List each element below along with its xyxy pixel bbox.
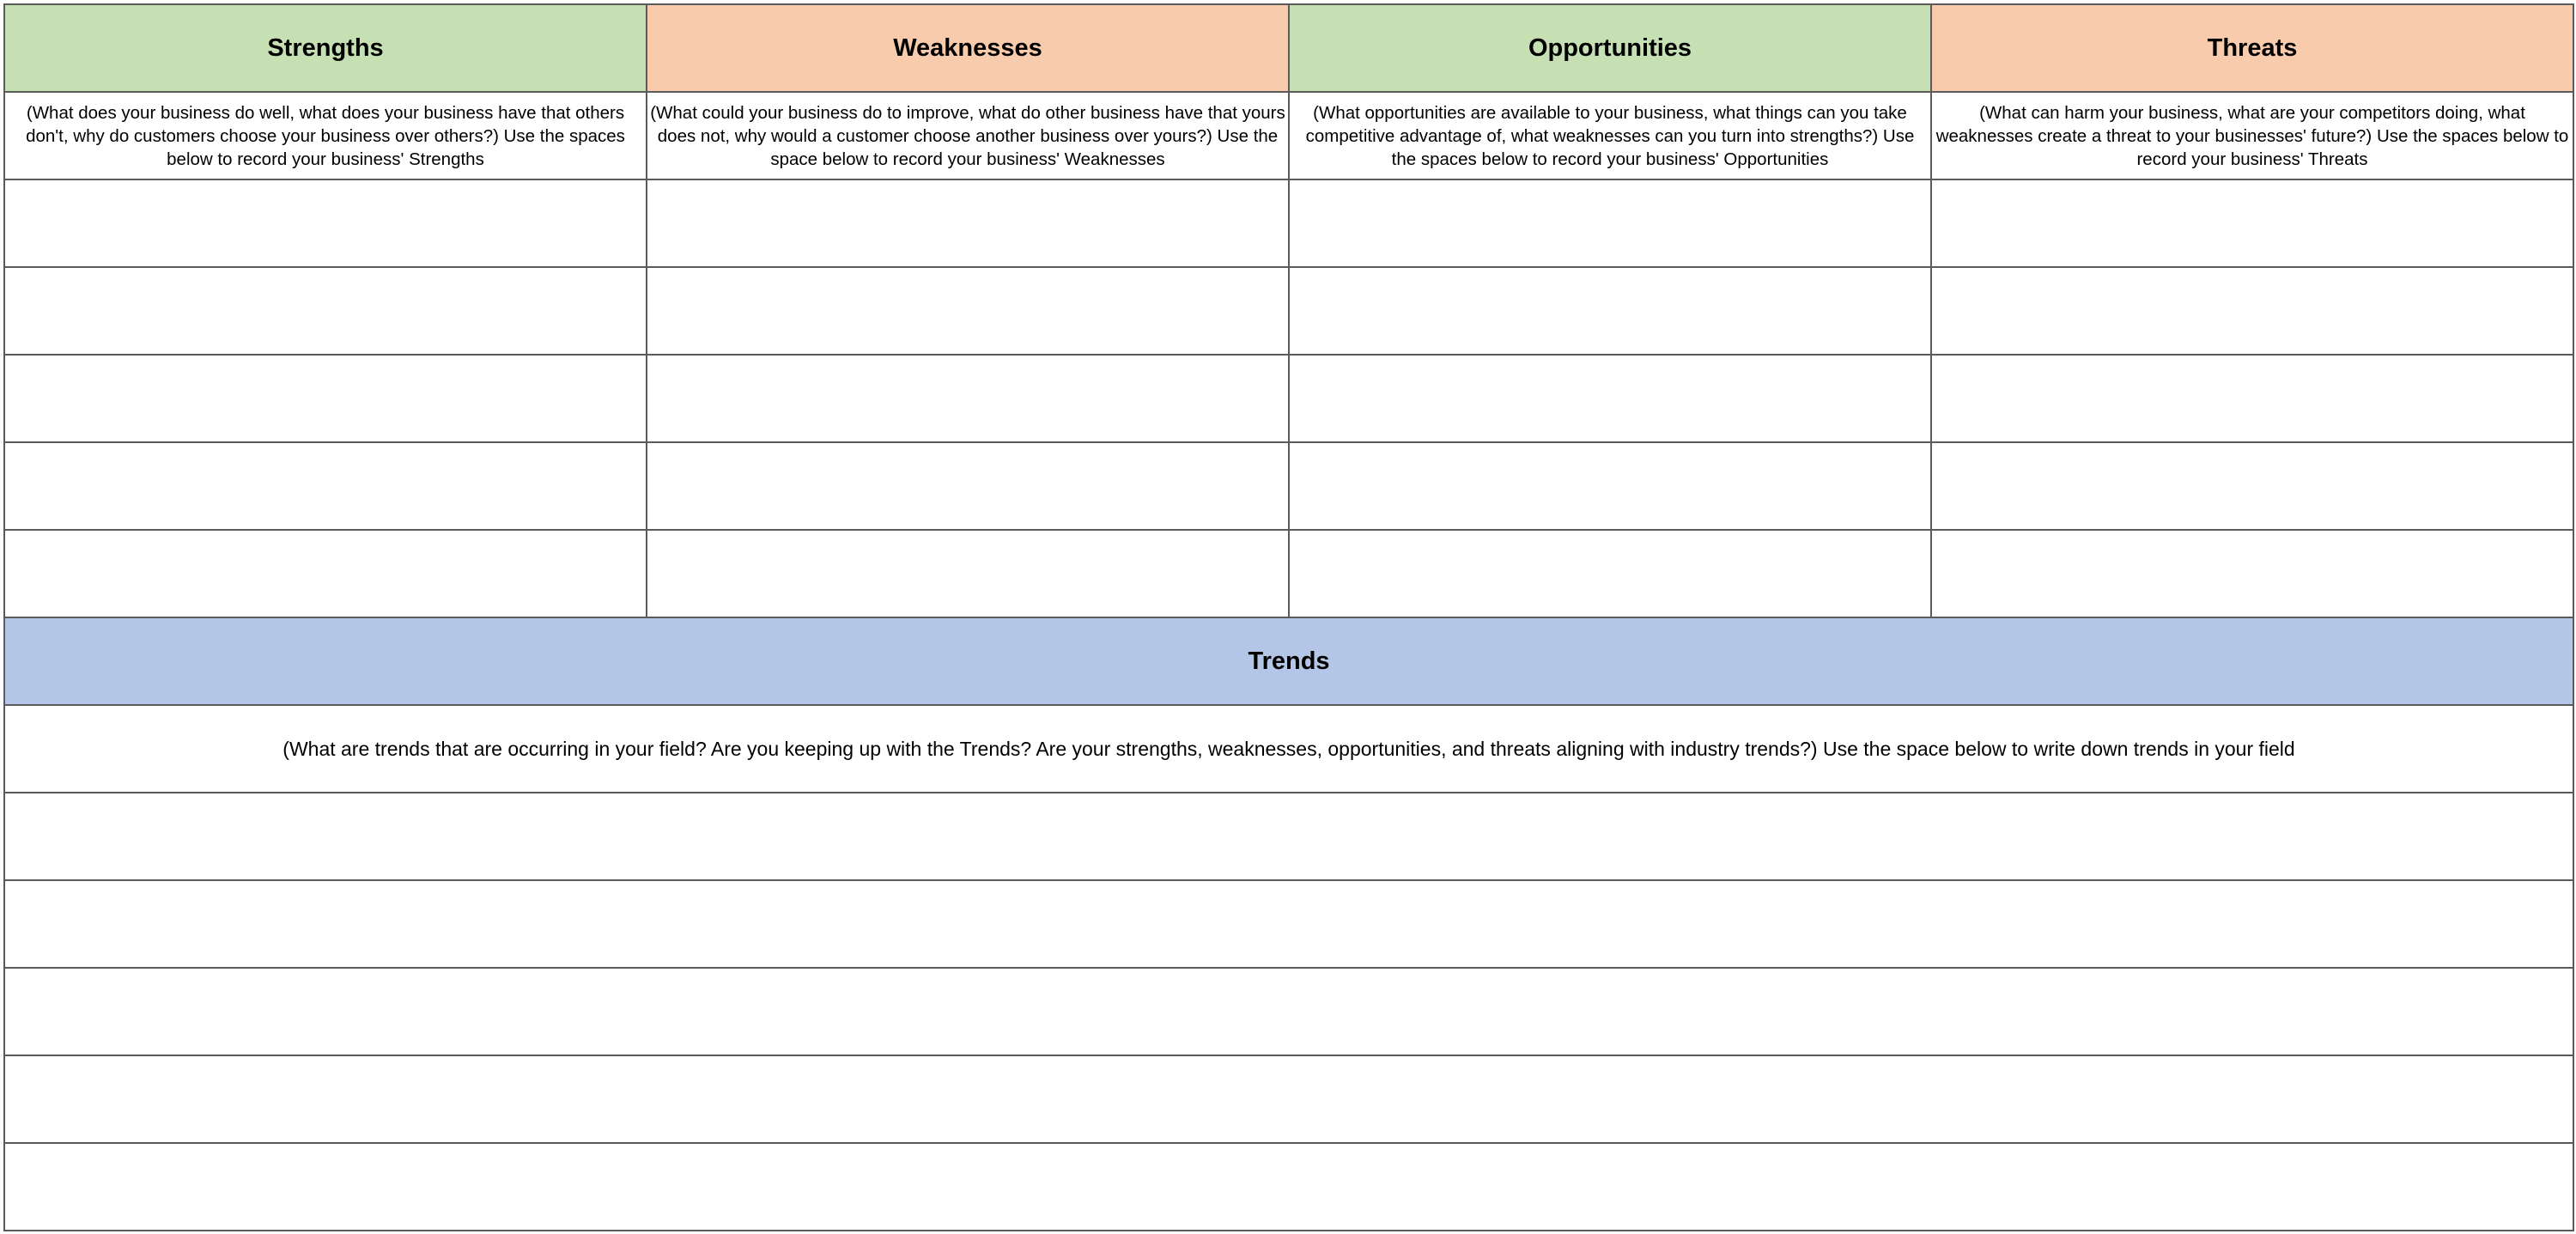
weaknesses-input-cell[interactable] xyxy=(647,442,1289,530)
strengths-input-cell[interactable] xyxy=(4,355,647,442)
weaknesses-input-cell[interactable] xyxy=(647,530,1289,617)
opportunities-input-cell[interactable] xyxy=(1289,355,1931,442)
swot-input-row xyxy=(4,530,2573,617)
trends-input-cell[interactable] xyxy=(4,968,2573,1055)
swot-input-row xyxy=(4,267,2573,355)
trends-input-row xyxy=(4,1055,2573,1143)
swot-input-row xyxy=(4,355,2573,442)
trends-description-row xyxy=(4,705,2573,793)
weaknesses-input-cell[interactable] xyxy=(647,179,1289,267)
trends-description[interactable]: (What are trends that are occurring in your field? Are you keeping up with the Trends? Are your strengths, weaknesses, opportunities, and threats aligning with industry trends?) Use the space below to write down trends in your field xyxy=(4,705,2573,793)
strengths-description[interactable]: (What does your business do well, what does your business have that others don't, why do customers choose your business over others?) Use the spaces below to record your business' Strengths xyxy=(4,92,647,179)
trends-input-cell[interactable] xyxy=(4,1055,2573,1143)
trends-input-row xyxy=(4,793,2573,880)
swot-header-row xyxy=(4,4,2573,92)
strengths-input-cell[interactable] xyxy=(4,442,647,530)
swot-description-row xyxy=(4,92,2573,179)
threats-input-cell[interactable] xyxy=(1931,179,2573,267)
threats-header[interactable]: Threats xyxy=(1931,4,2573,92)
strengths-input-cell[interactable] xyxy=(4,267,647,355)
opportunities-input-cell[interactable] xyxy=(1289,530,1931,617)
trends-input-row xyxy=(4,968,2573,1055)
trends-header-row xyxy=(4,617,2573,705)
strengths-header[interactable]: Strengths xyxy=(4,4,647,92)
swot-input-row xyxy=(4,442,2573,530)
weaknesses-header[interactable]: Weaknesses xyxy=(647,4,1289,92)
opportunities-input-cell[interactable] xyxy=(1289,267,1931,355)
opportunities-input-cell[interactable] xyxy=(1289,442,1931,530)
threats-input-cell[interactable] xyxy=(1931,530,2573,617)
weaknesses-input-cell[interactable] xyxy=(647,355,1289,442)
strengths-input-cell[interactable] xyxy=(4,530,647,617)
swot-worksheet xyxy=(3,3,2574,1231)
opportunities-input-cell[interactable] xyxy=(1289,179,1931,267)
swot-input-row xyxy=(4,179,2573,267)
strengths-input-cell[interactable] xyxy=(4,179,647,267)
opportunities-description[interactable]: (What opportunities are available to your business, what things can you take competitive advantage of, what weaknesses can you turn into strengths?) Use the spaces below to record your business' Opportunities xyxy=(1289,92,1931,179)
trends-input-row xyxy=(4,1143,2573,1231)
weaknesses-input-cell[interactable] xyxy=(647,267,1289,355)
opportunities-header[interactable]: Opportunities xyxy=(1289,4,1931,92)
trends-header[interactable]: Trends xyxy=(4,617,2573,705)
trends-input-row xyxy=(4,880,2573,968)
weaknesses-description[interactable]: (What could your business do to improve, what do other business have that yours does not, why would a customer choose another business over yours?) Use the space below to record your business' Weaknesses xyxy=(647,92,1289,179)
trends-input-cell[interactable] xyxy=(4,793,2573,880)
threats-description[interactable]: (What can harm your business, what are your competitors doing, what weaknesses create a threat to your businesses' future?) Use the spaces below to record your business' Threats xyxy=(1931,92,2573,179)
trends-input-cell[interactable] xyxy=(4,1143,2573,1231)
threats-input-cell[interactable] xyxy=(1931,355,2573,442)
threats-input-cell[interactable] xyxy=(1931,267,2573,355)
trends-input-cell[interactable] xyxy=(4,880,2573,968)
threats-input-cell[interactable] xyxy=(1931,442,2573,530)
